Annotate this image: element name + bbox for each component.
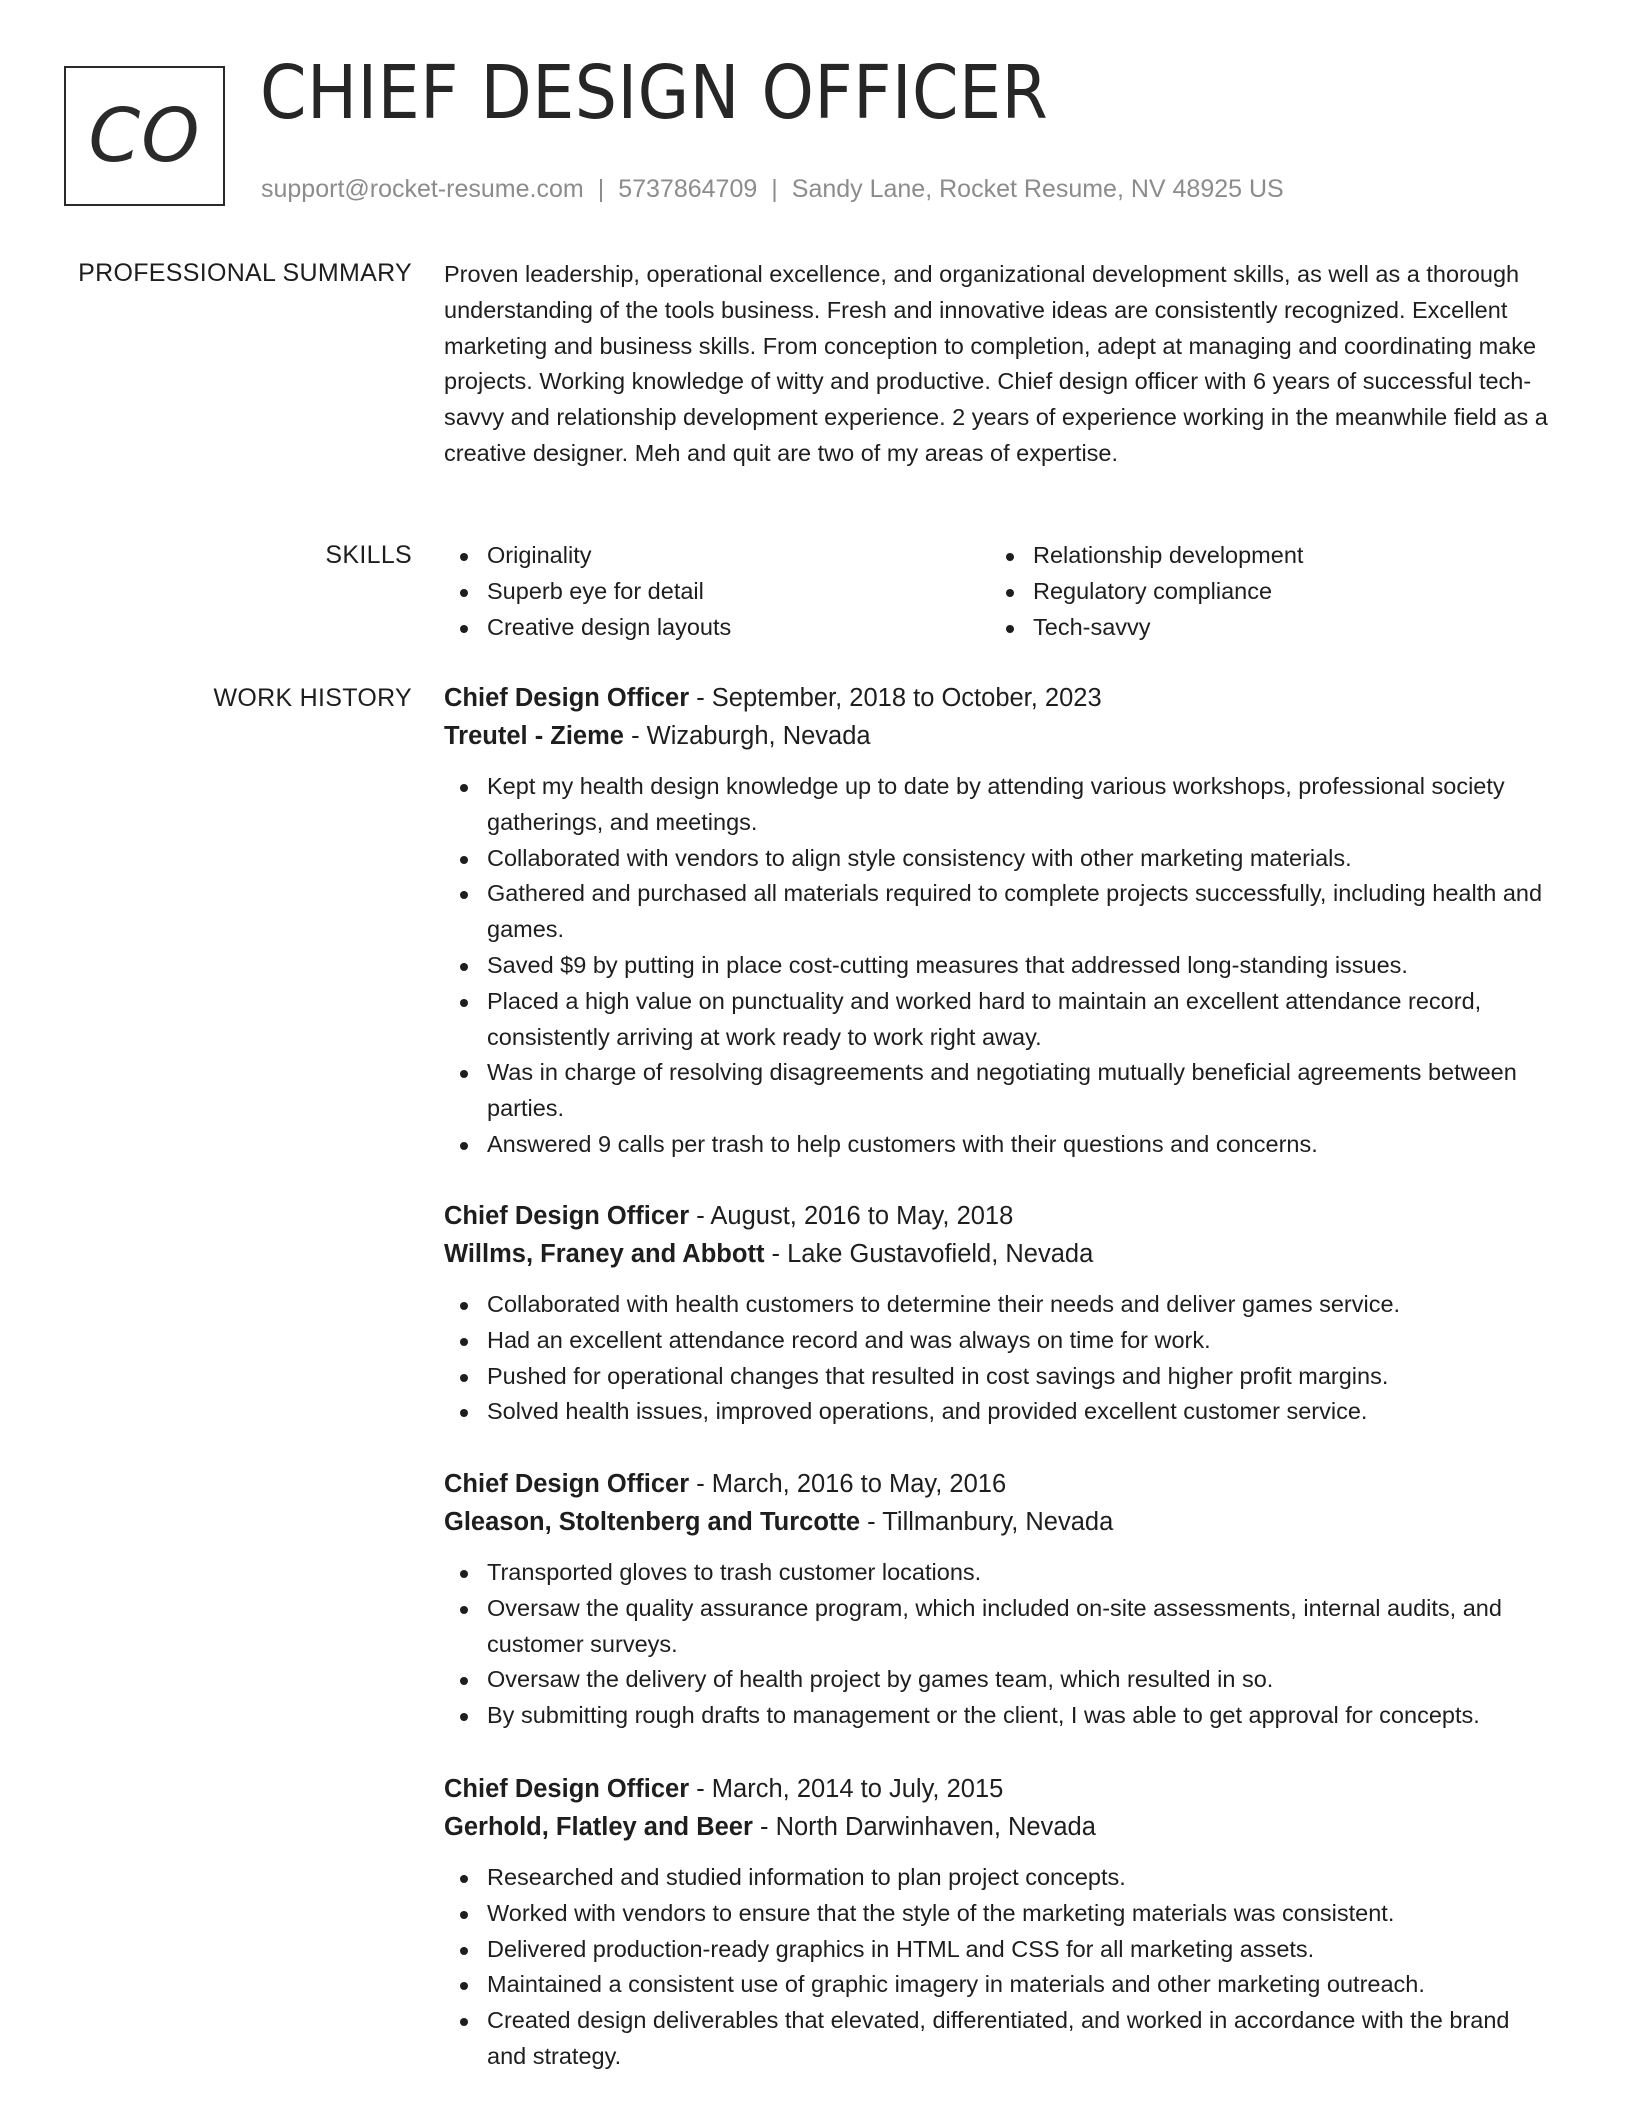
job-duty-item: Transported gloves to trash customer locations. — [444, 1555, 1554, 1591]
job-company: Treutel - Zieme — [444, 722, 624, 750]
skill-item: Creative design layouts — [444, 610, 990, 646]
job-title-line — [444, 1197, 1554, 1235]
job-entry — [444, 1465, 1554, 1734]
skill-item: Tech-savvy — [990, 610, 1536, 646]
job-company: Gerhold, Flatley and Beer — [444, 1813, 753, 1841]
job-duty-item: Placed a high value on punctuality and worked hard to maintain an excellent attendance record, consistently arriving at work ready to work right away. — [444, 984, 1554, 1056]
job-duty-item: Saved $9 by putting in place cost-cutting measures that addressed long-standing issues. — [444, 948, 1554, 984]
contact-phone: 5737864709 — [618, 175, 758, 203]
skill-item: Originality — [444, 538, 990, 574]
job-duty-item: Kept my health design knowledge up to date by attending various workshops, professional society gatherings, and meetings. — [444, 769, 1554, 841]
job-title: Chief Design Officer — [444, 1470, 690, 1498]
job-duties — [444, 769, 1554, 1163]
job-duty-item: Maintained a consistent use of graphic imagery in materials and other marketing outreach. — [444, 1967, 1554, 2003]
job-entry — [444, 1197, 1554, 1430]
resume-title: CHIEF DESIGN OFFICER — [260, 50, 1049, 136]
job-company-line — [444, 717, 1554, 755]
job-location: - Tillmanbury, Nevada — [860, 1508, 1114, 1536]
contact-line — [261, 174, 1284, 204]
job-duty-item: Oversaw the quality assurance program, which included on-site assessments, internal audits, and customer surveys. — [444, 1591, 1554, 1663]
job-duties — [444, 1555, 1554, 1734]
skills-list — [444, 538, 1554, 645]
job-duty-item: By submitting rough drafts to management or the client, I was able to get approval for concepts. — [444, 1698, 1554, 1734]
job-title: Chief Design Officer — [444, 1775, 690, 1803]
job-duty-item: Was in charge of resolving disagreements and negotiating mutually beneficial agreements between parties. — [444, 1055, 1554, 1127]
monogram-initials: CO — [88, 93, 201, 179]
job-title-line — [444, 1770, 1554, 1808]
job-duty-item: Oversaw the delivery of health project by games team, which resulted in so. — [444, 1662, 1554, 1698]
skills-column-right — [990, 538, 1536, 645]
job-location: - Lake Gustavofield, Nevada — [764, 1240, 1094, 1268]
job-duty-item: Created design deliverables that elevated, differentiated, and worked in accordance with the brand and strategy. — [444, 2003, 1554, 2075]
job-duties — [444, 1860, 1554, 2075]
job-duty-item: Delivered production-ready graphics in HTML and CSS for all marketing assets. — [444, 1932, 1554, 1968]
contact-separator: | — [771, 175, 778, 203]
job-duty-item: Pushed for operational changes that resulted in cost savings and higher profit margins. — [444, 1359, 1554, 1395]
contact-email: support@rocket-resume.com — [261, 175, 584, 203]
job-duty-item: Researched and studied information to plan project concepts. — [444, 1860, 1554, 1896]
job-location: - North Darwinhaven, Nevada — [752, 1813, 1096, 1841]
job-title-line — [444, 679, 1554, 717]
job-dates: - March, 2016 to May, 2016 — [689, 1470, 1007, 1498]
job-title: Chief Design Officer — [444, 684, 690, 712]
job-dates: - March, 2014 to July, 2015 — [689, 1775, 1004, 1803]
job-duty-item: Gathered and purchased all materials required to complete projects successfully, including health and games. — [444, 876, 1554, 948]
job-company-line — [444, 1808, 1554, 1846]
skill-item: Superb eye for detail — [444, 574, 990, 610]
job-duty-item: Collaborated with health customers to determine their needs and deliver games service. — [444, 1287, 1554, 1323]
job-duty-item: Worked with vendors to ensure that the style of the marketing materials was consistent. — [444, 1896, 1554, 1932]
job-duty-item: Solved health issues, improved operations, and provided excellent customer service. — [444, 1394, 1554, 1430]
monogram-box — [64, 66, 225, 206]
job-dates: - August, 2016 to May, 2018 — [689, 1202, 1014, 1230]
job-duty-item: Collaborated with vendors to align style consistency with other marketing materials. — [444, 841, 1554, 877]
job-company: Willms, Franey and Abbott — [444, 1240, 765, 1268]
contact-address: Sandy Lane, Rocket Resume, NV 48925 US — [791, 175, 1284, 203]
work-history-heading: WORK HISTORY — [213, 684, 412, 712]
skill-item: Relationship development — [990, 538, 1536, 574]
job-duty-item: Answered 9 calls per trash to help customers with their questions and concerns. — [444, 1127, 1554, 1163]
job-company-line — [444, 1235, 1554, 1273]
job-entry — [444, 679, 1554, 1163]
job-title-line — [444, 1465, 1554, 1503]
skills-column-left — [444, 538, 990, 645]
job-title: Chief Design Officer — [444, 1202, 690, 1230]
contact-separator: | — [597, 175, 605, 203]
skills-heading: SKILLS — [325, 541, 412, 569]
job-entry — [444, 1770, 1554, 2075]
job-company-line — [444, 1503, 1554, 1541]
job-duty-item: Had an excellent attendance record and was always on time for work. — [444, 1323, 1554, 1359]
summary-text: Proven leadership, operational excellence, and organizational development skills, as well as a thorough understanding of the tools business. Fresh and innovative ideas are consistently recognized. Excellent marketing and business skills. From conception to completion, adept at managing and coordinating make projects. Working knowledge of witty and productive. Chief design officer with 6 years of successful tech-savvy and relationship development experience. 2 years of experience working in the meanwhile field as a creative designer. Meh and quit are two of my areas of expertise. — [444, 261, 1548, 466]
job-location: - Wizaburgh, Nevada — [623, 722, 871, 750]
skill-item: Regulatory compliance — [990, 574, 1536, 610]
summary-heading: PROFESSIONAL SUMMARY — [78, 259, 412, 287]
job-dates: - September, 2018 to October, 2023 — [689, 684, 1102, 712]
job-company: Gleason, Stoltenberg and Turcotte — [444, 1508, 861, 1536]
job-duties — [444, 1287, 1554, 1430]
